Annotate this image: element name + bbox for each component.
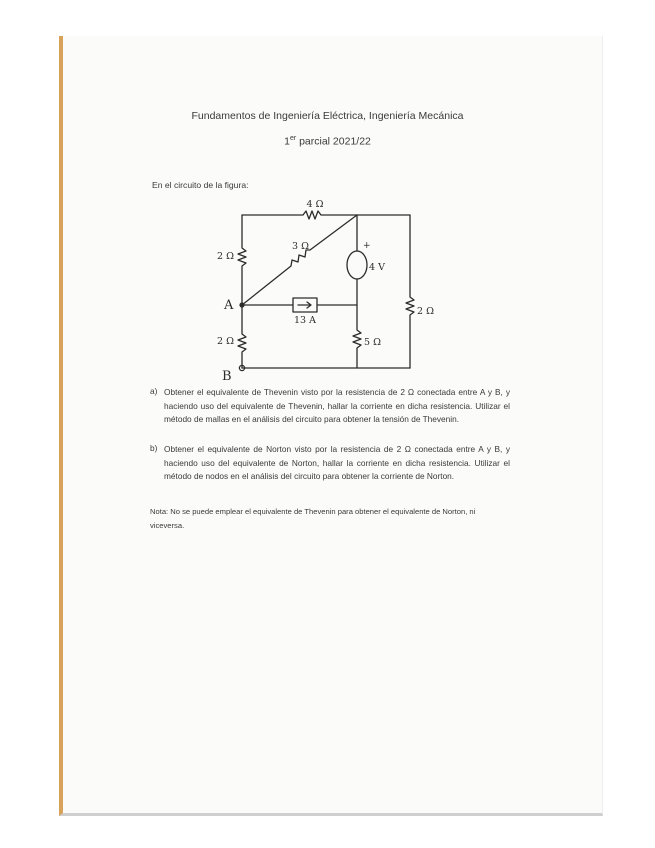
circuit-diagram <box>205 190 445 385</box>
note-text: Nota: No se puede emplear el equivalente de Thevenin para obtener el equivalente de Norton, ni viceversa. <box>150 507 476 530</box>
label-node-a: A <box>224 298 234 313</box>
exam-ordinal: 1 <box>284 135 290 148</box>
wire-left-lower <box>238 305 246 368</box>
wire-left-upper <box>238 215 246 305</box>
label-r-right: 2 Ω <box>417 306 434 317</box>
label-r-left-upper: 2 Ω <box>217 251 234 262</box>
question-a <box>150 386 510 427</box>
exam-name: parcial 2021/22 <box>296 135 371 148</box>
question-a-label: a) <box>150 386 158 396</box>
question-b-text: Obtener el equivalente de Norton visto por la resistencia de 2 Ω conectada entre A y B, y haciendo uso del equivalente de Norton, hallar la corriente en dicha resistencia. Utilizar el método de nodos en el análisis del circuito para obtener la corriente de Norton. <box>164 444 510 482</box>
label-source-sign: + <box>363 241 371 251</box>
wire-top <box>242 211 410 219</box>
question-a-text: Obtener el equivalente de Thevenin visto por la resistencia de 2 Ω conectada entre A y B, y haciendo uso del equivalente de Thevenin, hallar la corriente en dicha resistencia. Utilizar el método de mallas en el análisis del circuito para obtener la tensión de Thevenin. <box>164 387 510 425</box>
label-r-left-lower: 2 Ω <box>217 336 234 347</box>
wire-diagonal <box>242 215 357 305</box>
intro-text: En el circuito de la figura: <box>152 180 249 190</box>
question-b-label: b) <box>150 443 158 453</box>
label-voltage-source: 4 V <box>369 262 385 273</box>
current-arrow-icon <box>298 302 311 308</box>
wire-right <box>406 215 414 368</box>
label-current-source: 13 A <box>294 315 316 326</box>
document-title: Fundamentos de Ingeniería Eléctrica, Ingeniería Mecánica <box>191 110 464 122</box>
node-a-dot <box>239 302 244 307</box>
label-r-diag: 3 Ω <box>292 241 309 252</box>
label-node-b: B <box>222 369 232 384</box>
voltage-source-symbol <box>347 251 367 279</box>
label-r-mid: 5 Ω <box>364 337 381 348</box>
label-r-top: 4 Ω <box>306 199 324 210</box>
exam-subtitle <box>0 135 655 148</box>
question-b <box>150 443 510 484</box>
exam-ordinal-suffix: er <box>289 135 297 142</box>
wire-middle <box>353 215 361 368</box>
